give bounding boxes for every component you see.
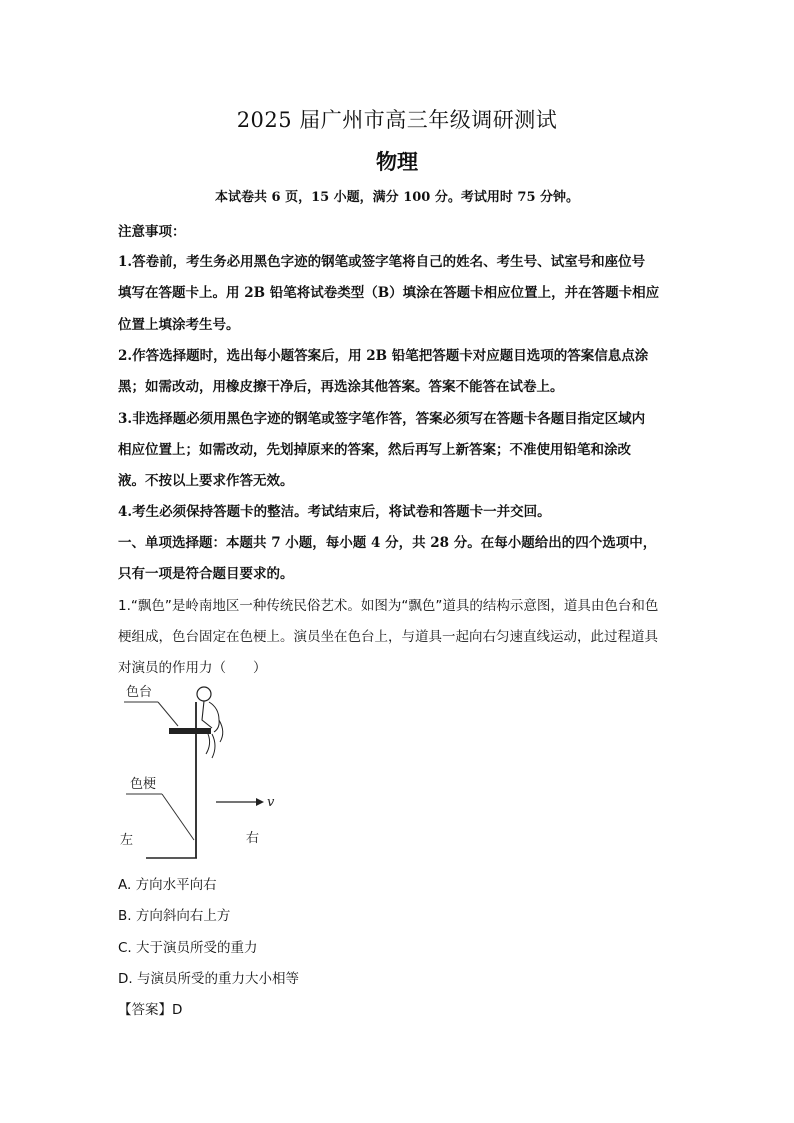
option-b: B. 方向斜向右上方	[118, 908, 231, 924]
note-line: 3.非选择题必须用黑色字迹的钢笔或签字笔作答，答案必须写在答题卡各题目指定区域内	[118, 411, 646, 427]
label-velocity: v	[267, 795, 275, 810]
subject-title: 物理	[376, 149, 418, 174]
note-line: 相应位置上；如需改动，先划掉原来的答案，然后再写上新答案；不准使用铅笔和涂改	[118, 442, 631, 458]
piaose-diagram	[116, 682, 286, 862]
answer-tag: 【答案】	[118, 1002, 172, 1018]
performer-body	[202, 701, 212, 728]
question-stem: 1.“飘色”是岭南地区一种传统民俗艺术。如图为“飘色”道具的结构示意图，道具由色台和色	[118, 598, 659, 614]
exam-title: 2025 届广州市高三年级调研测试	[236, 108, 558, 132]
note-line: 2.作答选择题时，选出每小题答案后，用 2B 铅笔把答题卡对应题目选项的答案信息点涂	[118, 348, 649, 364]
section-heading: 只有一项是符合题目要求的。	[118, 566, 294, 582]
option-c: C. 大于演员所受的重力	[118, 940, 258, 956]
label-platform: 色台	[126, 685, 153, 700]
note-line: 1.答卷前，考生务必用黑色字迹的钢笔或签字笔将自己的姓名、考生号、试室号和座位号	[118, 254, 646, 270]
note-line: 4.考生必须保持答题卡的整洁。考试结束后，将试卷和答题卡一并交回。	[118, 504, 551, 520]
option-d: D. 与演员所受的重力大小相等	[118, 971, 299, 987]
answer-value: D	[172, 1002, 183, 1018]
question-stem: 梗组成，色台固定在色梗上。演员坐在色台上，与道具一起向右匀速直线运动，此过程道具	[118, 629, 658, 645]
exam-summary: 本试卷共 6 页，15 小题，满分 100 分。考试用时 75 分钟。	[214, 190, 580, 205]
performer-head	[197, 687, 211, 701]
label-right: 右	[246, 831, 260, 846]
question-stem: 对演员的作用力（ ）	[118, 660, 267, 676]
label-stem: 色梗	[130, 777, 157, 792]
performer-legs	[206, 734, 215, 758]
platform-bar	[169, 728, 211, 734]
note-line: 液。不按以上要求作答无效。	[118, 473, 294, 489]
answer-line	[118, 998, 182, 1018]
note-line: 填写在答题卡上。用 2B 铅笔将试卷类型（B）填涂在答题卡相应位置上，并在答题卡相应	[118, 285, 660, 301]
stem-leader	[162, 794, 194, 840]
performer-sleeve	[209, 702, 223, 742]
option-a: A. 方向水平向右	[118, 877, 217, 893]
notes-heading: 注意事项：	[118, 224, 186, 240]
section-heading: 一、单项选择题：本题共 7 小题，每小题 4 分，共 28 分。在每小题给出的四个选项中，	[118, 535, 657, 551]
velocity-arrowhead	[256, 798, 264, 806]
note-line: 位置上填涂考生号。	[118, 317, 240, 333]
label-left: 左	[120, 833, 134, 848]
platform-leader	[158, 702, 178, 726]
note-line: 黑；如需改动，用橡皮擦干净后，再选涂其他答案。答案不能答在试卷上。	[118, 379, 564, 395]
